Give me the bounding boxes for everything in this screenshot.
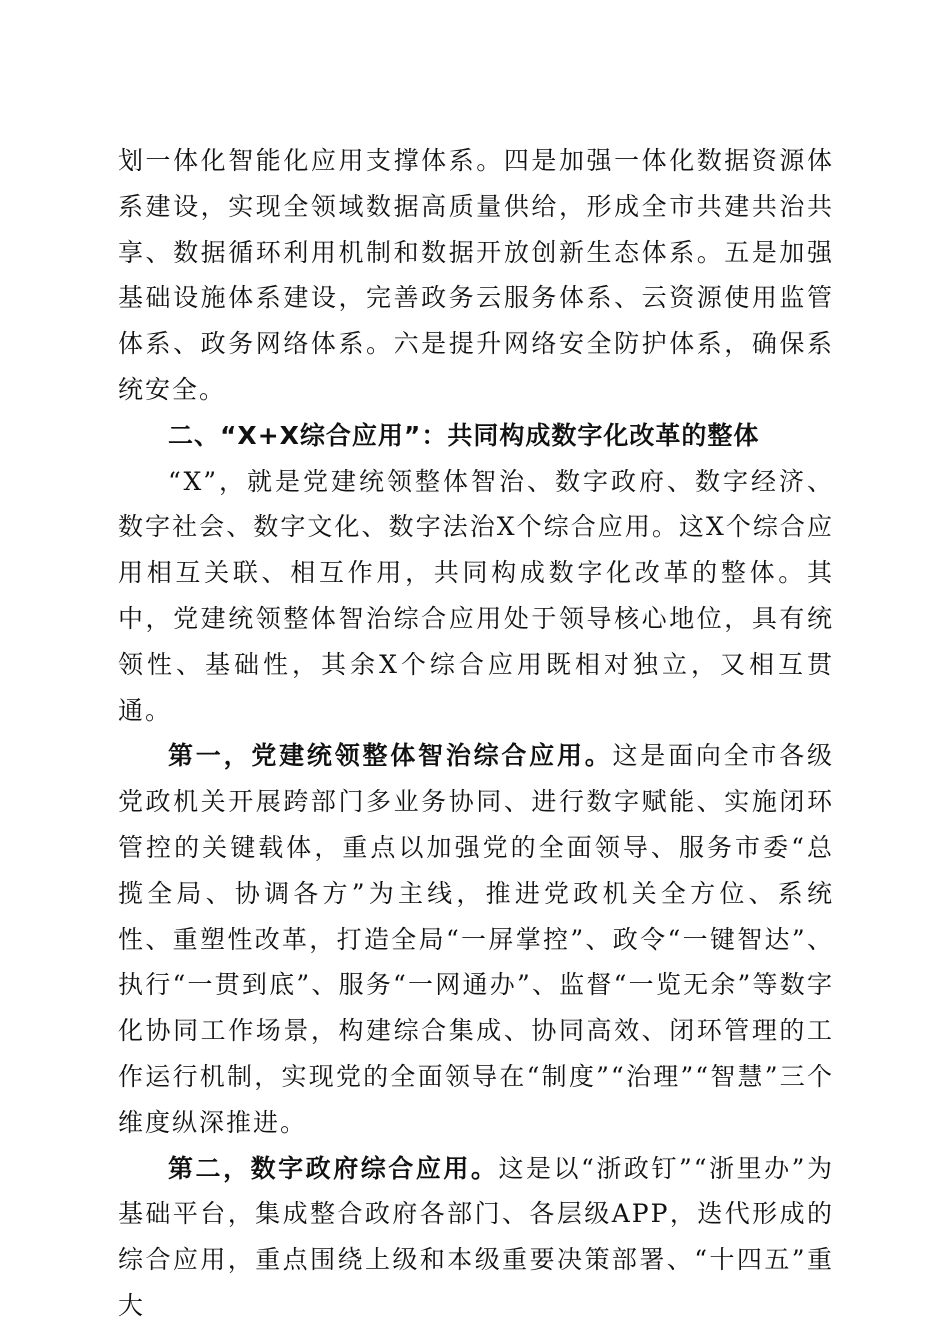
document-body [118, 138, 834, 1329]
paragraph-lead-second: 第二，数字政府综合应用。 [168, 1153, 499, 1183]
paragraph-digital-government [118, 1146, 834, 1329]
paragraph-body-second: 这是以“浙政钉”“浙里办”为基础平台，集成整合政府各部门、各层级APP，迭代形成的综合应用，重点围绕上级和本级重要决策部署、“十四五”重大 [118, 1153, 834, 1320]
paragraph-party-governance [118, 733, 834, 1145]
section-heading: 二、“X+X综合应用”：共同构成数字化改革的整体 [168, 420, 760, 450]
paragraph-lead-first: 第一，党建统领整体智治综合应用。 [168, 741, 613, 771]
paragraph-body-first: 这是面向全市各级党政机关开展跨部门多业务协同、进行数字赋能、实施闭环管控的关键载体，重点以加强党的全面领导、服务市委“总揽全局、协调各方”为主线，推进党政机关全方位、系统性、重塑性改革，打造全局“一屏掌控”、政令“一键智达”、执行“一贯到底”、服务“一网通办”、监督“一览无余”等数字化协同工作场景，构建综合集成、协同高效、闭环管理的工作运行机制，实现党的全面领导在“制度”“治理”“智慧”三个维度纵深推进。 [118, 741, 834, 1137]
paragraph-continuation: 划一体化智能化应用支撑体系。四是加强一体化数据资源体系建设，实现全领域数据高质量供给，形成全市共建共治共享、数据循环利用机制和数据开放创新生态体系。五是加强基础设施体系建设，完善政务云服务体系、云资源使用监管体系、政务网络体系。六是提升网络安全防护体系，确保系统安全。 [118, 146, 834, 404]
paragraph-x-definition: “X”，就是党建统领整体智治、数字政府、数字经济、数字社会、数字文化、数字法治X个综合应用。这X个综合应用相互关联、相互作用，共同构成数字化改革的整体。其中，党建统领整体智治综合应用处于领导核心地位，具有统领性、基础性，其余X个综合应用既相对独立，又相互贯通。 [118, 466, 834, 725]
